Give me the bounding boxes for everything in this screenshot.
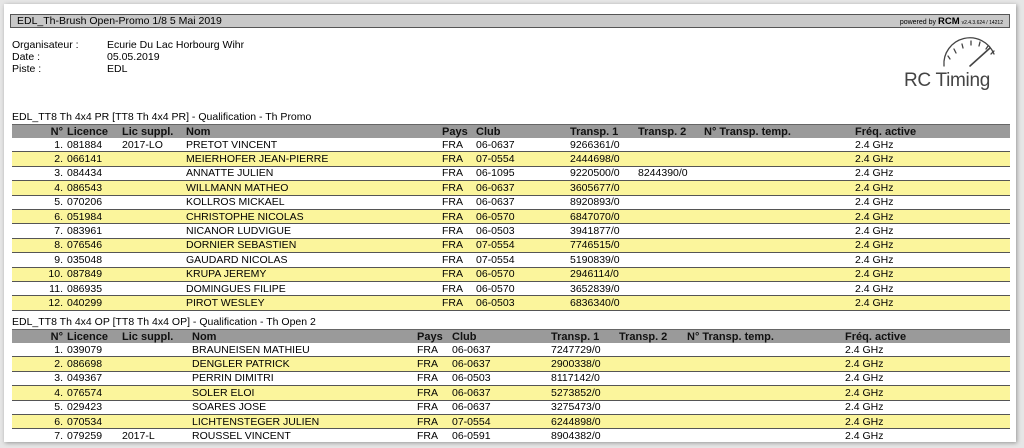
table-row [12,195,1010,209]
table-cell [122,181,186,195]
document-title: EDL_Th-Brush Open-Promo 1/8 5 Mai 2019 [17,15,222,27]
table-cell [638,281,704,295]
table-row [12,429,1010,442]
table-cell [619,386,687,400]
table-cell: 8117142/0 [551,372,600,385]
table-cell: 6. [54,415,63,428]
table-cell: 076546 [67,239,103,252]
table-cell: 039079 [67,343,103,356]
stopwatch-dial-icon [904,32,1014,72]
table-cell [704,152,855,166]
table-cell [687,357,845,371]
col-header: Lic suppl. [122,330,192,344]
table-cell: 7. [54,430,63,442]
table-cell: 3. [54,167,63,180]
table-row [12,152,1010,166]
table-cell: 3275473/0 [551,401,601,414]
table-cell: 066141 [67,153,103,166]
table-cell: 4. [54,181,63,194]
table-cell [122,166,186,180]
title-bar [10,14,1010,28]
col-header: Transp. 2 [619,330,687,344]
table-cell: 5273852/0 [551,386,601,399]
col-header: Transp. 1 [570,125,638,139]
section-2-rows [12,343,1010,442]
table-cell: 4. [54,386,63,399]
table-cell: 2.4 GHz [845,343,884,356]
table-cell: 3941877/0 [570,225,620,238]
table-cell: 2.4 GHz [855,196,894,209]
table-cell: 8920893/0 [570,196,620,209]
table-cell [704,267,855,281]
table-cell: 087849 [67,268,103,281]
table-cell: 2.4 GHz [855,138,894,151]
section-1-rows [12,138,1010,310]
table-cell [619,371,687,385]
table-row [12,400,1010,414]
table-cell: 040299 [67,296,103,309]
version-label: v2.4.3.624 / 14212 [961,20,1003,26]
table-cell: DORNIER SEBASTIEN [186,239,297,252]
table-cell: 12. [48,296,63,309]
table-cell: 5190839/0 [570,253,620,266]
table-cell: 2.4 GHz [845,372,884,385]
table-cell: 7247729/0 [551,343,601,356]
table-row [12,224,1010,238]
table-cell: 3. [54,372,63,385]
table-cell: KOLLROS MICKAEL [186,196,285,209]
table-cell: 2.4 GHz [845,430,884,442]
table-cell [704,281,855,295]
table-cell: 06-0637 [452,386,491,399]
table-cell [687,400,845,414]
table-cell [122,281,186,295]
table-cell [122,386,192,400]
table-cell: FRA [417,343,438,356]
table-cell: 2.4 GHz [855,239,894,252]
col-header: Fréq. active [845,330,1010,344]
table-row [12,181,1010,195]
table-cell: 07-0554 [476,253,515,266]
table-cell: 6244898/0 [551,415,601,428]
info-key: Piste : [12,63,42,75]
table-row [12,166,1010,180]
table-cell: 2.4 GHz [845,415,884,428]
col-header: Licence [67,125,122,139]
table-row [12,357,1010,371]
table-cell [122,152,186,166]
table-cell: 3652839/0 [570,282,620,295]
logo-text: RC Timing [904,70,990,91]
table-row [12,414,1010,428]
table-cell: 5. [54,196,63,209]
table-cell [687,343,845,357]
table-row [12,296,1010,310]
table-cell [704,138,855,152]
table-cell: 06-1095 [476,167,515,180]
table-cell: 086935 [67,282,103,295]
table-cell: FRA [442,167,463,180]
table-cell: FRA [442,282,463,295]
table-cell: 2946114/0 [570,268,619,281]
table-cell: KRUPA JEREMY [186,268,267,281]
info-value: EDL [107,63,128,75]
table-cell: 8904382/0 [551,430,601,442]
table-cell: 6836340/0 [570,296,620,309]
table-cell [122,296,186,310]
col-header: Pays [442,125,476,139]
table-cell: 06-0570 [476,210,515,223]
table-cell: 06-0637 [452,343,491,356]
table-cell: 10. [48,268,63,281]
table-cell: BRAUNEISEN MATHIEU [192,343,310,356]
table-cell: 2. [54,358,63,371]
table-cell: 06-0591 [452,430,491,442]
col-header: Fréq. active [855,125,1010,139]
table-cell [687,414,845,428]
table-cell: 06-0503 [476,225,515,238]
table-cell: 06-0570 [476,282,515,295]
table-cell [687,429,845,442]
table-cell: 06-0570 [476,268,515,281]
table-cell: 2017-L [122,430,155,442]
table-cell: 3605677/0 [570,181,620,194]
rc-timing-logo [904,32,1014,92]
col-header: N° Transp. temp. [687,330,845,344]
table-cell: 2.4 GHz [855,253,894,266]
table-cell [704,181,855,195]
table-cell: PIROT WESLEY [186,296,265,309]
table-cell [704,195,855,209]
table-cell: 6. [54,210,63,223]
table-cell [122,267,186,281]
table-cell: 8. [54,239,63,252]
table-cell: 2.4 GHz [855,268,894,281]
results-page [4,4,1016,442]
table-cell [687,386,845,400]
table-cell: 2.4 GHz [845,401,884,414]
table-cell [122,224,186,238]
table-cell [122,209,186,223]
table-row [12,281,1010,295]
table-cell [638,296,704,310]
table-cell: 2444698/0 [570,153,620,166]
table-cell: SOLER ELOI [192,386,255,399]
table-cell: 06-0503 [452,372,491,385]
col-header: N° [12,125,67,139]
table-row [12,371,1010,385]
table-cell: FRA [417,401,438,414]
info-key: Organisateur : [12,39,79,51]
col-header: Club [476,125,570,139]
table-header [12,125,1010,139]
table-cell: FRA [442,196,463,209]
table-cell: 2017-LO [122,138,163,151]
section-title: EDL_TT8 Th 4x4 PR [TT8 Th 4x4 PR] - Qualification - Th Promo [12,111,312,123]
table-row [12,253,1010,267]
table-cell: 7746515/0 [570,239,620,252]
table-row [12,267,1010,281]
table-cell [619,429,687,442]
section-title: EDL_TT8 Th 4x4 OP [TT8 Th 4x4 OP] - Qualification - Th Open 2 [12,316,316,328]
table-cell: FRA [442,239,463,252]
table-cell: FRA [417,386,438,399]
table-cell: GAUDARD NICOLAS [186,253,288,266]
info-value: Ecurie Du Lac Horbourg Wihr [107,39,245,51]
col-header: Licence [67,330,122,344]
table-cell [704,224,855,238]
table-cell [122,343,192,357]
info-key: Date : [12,51,41,63]
powered-by-label: powered by [899,19,937,26]
table-cell [619,343,687,357]
table-cell [619,400,687,414]
table-cell: SOARES JOSE [192,401,267,414]
table-cell [122,357,192,371]
table-cell: FRA [442,253,463,266]
table-cell: 029423 [67,401,103,414]
table-cell [122,195,186,209]
table-cell: FRA [442,181,463,194]
table-cell: 070534 [67,415,103,428]
table-cell: 1. [54,138,63,151]
table-row [12,343,1010,357]
table-cell [704,209,855,223]
table-header [12,330,1010,344]
col-header: N° [12,330,67,344]
table-cell [638,238,704,252]
table-cell [619,414,687,428]
table-cell: 081884 [67,138,103,151]
table-cell: FRA [442,138,463,151]
table-cell: 06-0637 [476,196,515,209]
table-cell: CHRISTOPHE NICOLAS [186,210,304,223]
table-cell: FRA [442,296,463,309]
table-cell: FRA [442,268,463,281]
table-cell [619,357,687,371]
table-cell [638,181,704,195]
table-cell: 9. [54,253,63,266]
table-cell: FRA [442,153,463,166]
table-cell [122,371,192,385]
table-cell: FRA [442,210,463,223]
table-cell: 9220500/0 [570,167,620,180]
table-cell: 1. [54,343,63,356]
table-cell: 06-0637 [476,181,515,194]
table-cell [638,267,704,281]
table-cell [704,253,855,267]
table-cell: 11. [49,282,63,295]
table-cell: 2.4 GHz [855,225,894,238]
table-cell: FRA [417,415,438,428]
results-table [12,329,1010,442]
table-cell: 086698 [67,358,103,371]
table-cell: 083961 [67,225,103,238]
table-cell [638,224,704,238]
table-cell: DENGLER PATRICK [192,358,290,371]
table-cell: 9266361/0 [570,138,620,151]
table-cell: 2900338/0 [551,358,601,371]
table-cell: 06-0637 [452,401,491,414]
info-value: 05.05.2019 [107,51,160,63]
table-cell: 049367 [67,372,103,385]
table-cell: DOMINGUES FILIPE [186,282,286,295]
table-cell: 2.4 GHz [855,210,894,223]
table-cell: 07-0554 [476,239,515,252]
powered-by [900,15,1003,30]
table-cell: 2.4 GHz [845,358,884,371]
table-cell: LICHTENSTEGER JULIEN [192,415,320,428]
table-cell: 5. [54,401,63,414]
table-cell: ROUSSEL VINCENT [192,430,291,442]
col-header: Club [452,330,551,344]
table-cell: 6847070/0 [570,210,620,223]
table-cell [638,209,704,223]
table-cell [638,138,704,152]
table-cell: 07-0554 [452,415,491,428]
table-cell: 2.4 GHz [855,153,894,166]
table-cell: 2. [54,153,63,166]
col-header: N° Transp. temp. [704,125,855,139]
table-cell [638,253,704,267]
table-cell: NICANOR LUDVIGUE [186,225,292,238]
table-cell: 086543 [67,181,103,194]
table-cell: FRA [442,225,463,238]
table-cell [704,238,855,252]
table-cell: 051984 [67,210,103,223]
table-cell: 2.4 GHz [855,282,894,295]
table-cell [122,414,192,428]
table-cell: MEIERHOFER JEAN-PIERRE [186,153,329,166]
table-cell: 2.4 GHz [855,167,894,180]
table-cell: 06-0637 [476,138,515,151]
table-cell: 06-0503 [476,296,515,309]
table-cell [638,195,704,209]
table-cell: 07-0554 [476,153,515,166]
table-row [12,386,1010,400]
col-header: Pays [417,330,452,344]
table-cell: FRA [417,372,438,385]
table-cell: 084434 [67,167,103,180]
table-cell: 2.4 GHz [855,296,894,309]
table-cell: FRA [417,430,438,442]
table-cell: 035048 [67,253,103,266]
table-row [12,138,1010,152]
col-header: Transp. 2 [638,125,704,139]
table-row [12,209,1010,223]
table-cell: WILLMANN MATHEO [186,181,289,194]
col-header: Transp. 1 [551,330,619,344]
table-cell: 076574 [67,386,103,399]
brand-name: RCM [937,16,960,27]
table-cell [704,296,855,310]
table-cell: FRA [417,358,438,371]
table-cell [638,152,704,166]
table-cell: 7. [54,225,63,238]
table-cell [122,253,186,267]
table-cell: 079259 [67,430,103,442]
table-cell: 8244390/0 [638,167,688,180]
col-header: Nom [186,125,442,139]
results-table [12,124,1010,311]
table-row [12,238,1010,252]
table-cell: 2.4 GHz [855,181,894,194]
table-cell: 06-0637 [452,358,491,371]
table-cell: PERRIN DIMITRI [192,372,274,385]
table-cell: 2.4 GHz [845,386,884,399]
table-cell [122,238,186,252]
table-cell [687,371,845,385]
col-header: Lic suppl. [122,125,186,139]
table-cell: 070206 [67,196,103,209]
table-cell [704,166,855,180]
col-header: Nom [192,330,417,344]
table-cell: ANNATTE JULIEN [186,167,274,180]
table-cell: PRETOT VINCENT [186,138,278,151]
table-cell [122,400,192,414]
